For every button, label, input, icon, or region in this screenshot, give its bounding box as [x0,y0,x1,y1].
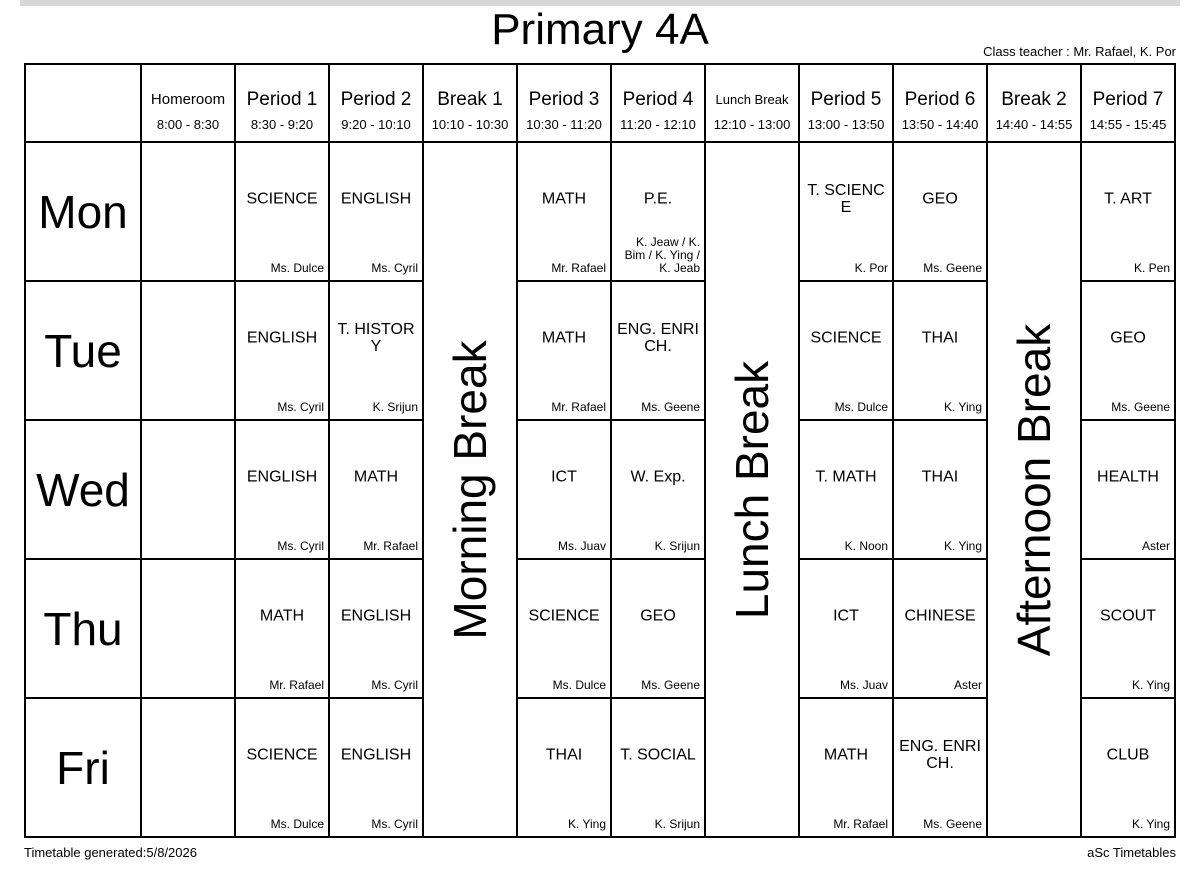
lesson-subject: T. HISTORY [337,321,415,355]
lesson-cell [1081,698,1175,837]
lesson-card [236,143,328,280]
lesson-teacher: K. Ying [567,817,606,831]
lesson-subject: MATH [353,468,399,486]
lesson-subject: CHINESE [904,607,976,625]
lesson-teacher: Mr. Rafael [551,400,606,414]
period-header [893,64,987,142]
lesson-teacher: Ms. Dulce [270,817,324,831]
lesson-teacher: Ms. Geene [923,817,982,831]
timetable [24,63,1176,838]
lesson-subject: SCIENCE [528,607,600,625]
lesson-teacher: Ms. Geene [923,261,982,275]
lesson-card [518,421,610,558]
lesson-teacher: Mr. Rafael [363,539,418,553]
lesson-teacher: Mr. Rafael [833,817,888,831]
lesson-teacher: Ms. Cyril [371,261,418,275]
lesson-teacher: K. Srijun [372,400,418,414]
lesson-subject: ENGLISH [246,468,318,486]
lesson-subject: CLUB [1106,746,1150,764]
lesson-card [1082,699,1174,836]
lesson-teacher: Ms. Cyril [371,678,418,692]
lesson-cell [517,698,611,837]
period-time: 11:20 - 12:10 [620,117,696,132]
lesson-subject: ENGLISH [340,190,412,208]
period-name: Period 5 [810,89,882,110]
period-header [1081,64,1175,142]
brand-label: aSc Timetables [1087,845,1176,860]
lesson-cell [329,142,423,281]
period-name: Lunch Break [715,92,789,107]
lesson-cell [893,420,987,559]
lesson-card [236,699,328,836]
lesson-teacher: K. Pen [1133,261,1170,275]
lesson-cell [517,559,611,698]
page-title: Primary 4A [491,5,709,54]
lesson-teacher: K. Por [854,261,888,275]
lesson-card [330,560,422,697]
lesson-card [518,699,610,836]
lesson-cell [1081,559,1175,698]
lesson-cell [799,420,893,559]
lesson-card [236,421,328,558]
lesson-card [330,699,422,836]
lesson-subject: SCIENCE [246,746,318,764]
period-time: 8:00 - 8:30 [156,117,220,132]
lesson-subject: MATH [541,190,587,208]
lunch-break-cell [705,142,799,837]
period-name: Period 1 [246,89,318,110]
lesson-cell [893,559,987,698]
period-name: Period 6 [904,89,976,110]
period-name: Break 2 [1001,89,1067,110]
lesson-teacher: Ms. Geene [641,400,700,414]
lesson-cell [329,698,423,837]
period-header [329,64,423,142]
lesson-teacher: Ms. Cyril [277,539,324,553]
period-name: Period 7 [1092,89,1164,110]
lesson-card [330,143,422,280]
lesson-cell [893,281,987,420]
lesson-card [518,560,610,697]
morning-break-label: Morning Break [444,339,496,640]
period-time: 13:00 - 13:50 [807,117,885,132]
lesson-subject: MATH [541,329,587,347]
lesson-card [518,282,610,419]
period-time: 14:40 - 14:55 [995,117,1073,132]
lesson-subject: SCOUT [1100,607,1156,625]
lesson-card [1082,143,1174,280]
lesson-card [612,421,704,558]
lesson-subject: MATH [823,746,869,764]
lesson-subject: THAI [921,329,959,347]
period-name: Break 1 [437,89,503,110]
lesson-cell [893,142,987,281]
period-header [799,64,893,142]
lesson-teacher: Ms. Cyril [371,817,418,831]
lesson-cell [235,559,329,698]
lesson-subject: GEO [1110,329,1146,347]
lesson-card [1082,560,1174,697]
class-teacher-label: Class teacher : Mr. Rafael, K. Por [983,44,1176,59]
lesson-cell [611,142,705,281]
afternoon-break-cell [987,142,1081,837]
lesson-cell [799,281,893,420]
lesson-card [800,421,892,558]
lesson-subject: GEO [922,190,958,208]
homeroom-cell [141,420,235,559]
day-label: Thu [25,559,141,698]
lesson-cell [517,281,611,420]
period-header [423,64,517,142]
lesson-teacher: Ms. Juav [557,539,606,553]
period-header [235,64,329,142]
lesson-teacher: Ms. Dulce [270,261,324,275]
lesson-teacher: K. Srijun [654,539,700,553]
lesson-subject: ENG. ENRICH. [617,321,699,355]
header-row [25,64,1175,142]
lesson-card [330,282,422,419]
lesson-card [236,282,328,419]
period-header [517,64,611,142]
lunch-break-label: Lunch Break [726,360,778,619]
lesson-card [612,560,704,697]
lesson-cell [611,698,705,837]
period-time: 8:30 - 9:20 [250,117,314,132]
lesson-card [612,699,704,836]
lesson-subject: ENG. ENRICH. [899,738,981,772]
corner-cell [25,64,141,142]
lesson-teacher: Aster [1141,539,1170,553]
lesson-cell [611,420,705,559]
lesson-cell [329,420,423,559]
lesson-teacher: Ms. Dulce [552,678,606,692]
lesson-subject: ENGLISH [340,607,412,625]
afternoon-break-label: Afternoon Break [1008,323,1060,656]
lesson-subject: W. Exp. [630,468,686,486]
lesson-cell [1081,281,1175,420]
lesson-teacher: Ms. Geene [641,678,700,692]
lesson-cell [517,420,611,559]
lesson-card [800,699,892,836]
lesson-subject: P.E. [643,190,673,208]
period-header [705,64,799,142]
period-time: 13:50 - 14:40 [901,117,979,132]
lesson-subject: MATH [259,607,305,625]
lesson-cell [517,142,611,281]
lesson-cell [611,281,705,420]
period-time: 9:20 - 10:10 [341,117,411,132]
period-time: 12:10 - 13:00 [713,117,791,132]
lesson-subject: T. MATH [815,468,877,486]
period-time: 10:10 - 10:30 [431,117,509,132]
lesson-card [800,282,892,419]
lesson-card [612,282,704,419]
lesson-card [1082,282,1174,419]
homeroom-cell [141,281,235,420]
lesson-teacher: Ms. Dulce [834,400,888,414]
lesson-teacher: K. Ying [1131,817,1170,831]
lesson-card [800,560,892,697]
lesson-cell [799,698,893,837]
generated-date: Timetable generated:5/8/2026 [24,845,197,860]
lesson-card [894,143,986,280]
lesson-subject: ENGLISH [246,329,318,347]
lesson-teacher: K. Ying [943,539,982,553]
lesson-subject: T. SCIENCE [807,182,885,216]
lesson-cell [329,281,423,420]
period-name: Period 2 [340,89,412,110]
period-time: 14:55 - 15:45 [1089,117,1167,132]
lesson-subject: SCIENCE [810,329,882,347]
homeroom-cell [141,559,235,698]
lesson-card [894,560,986,697]
lesson-card [518,143,610,280]
lesson-subject: GEO [640,607,676,625]
period-header [611,64,705,142]
day-label: Wed [25,420,141,559]
period-name: Period 3 [528,89,600,110]
lesson-teacher: K. Jeaw / K. Bim / K. Ying / K. Jeab [624,235,700,275]
lesson-teacher: K. Ying [1131,678,1170,692]
lesson-teacher: Ms. Cyril [277,400,324,414]
lesson-card [612,143,704,280]
lesson-card [1082,421,1174,558]
lesson-card [894,421,986,558]
period-time: 10:30 - 11:20 [526,117,602,132]
lesson-teacher: K. Ying [943,400,982,414]
lesson-cell [1081,420,1175,559]
lesson-teacher: Ms. Juav [839,678,888,692]
lesson-subject: T. ART [1104,190,1152,208]
lesson-subject: HEALTH [1097,468,1159,486]
lesson-cell [235,281,329,420]
homeroom-cell [141,698,235,837]
lesson-subject: ICT [551,468,577,486]
lesson-teacher: Mr. Rafael [269,678,324,692]
lesson-subject: T. SOCIAL [620,746,696,764]
lesson-cell [329,559,423,698]
day-label: Fri [25,698,141,837]
lesson-subject: ICT [833,607,859,625]
lesson-card [800,143,892,280]
lesson-teacher: Ms. Geene [1111,400,1170,414]
period-header [141,64,235,142]
day-label: Mon [25,142,141,281]
lesson-subject: THAI [545,746,583,764]
lesson-teacher: Mr. Rafael [551,261,606,275]
day-label: Tue [25,281,141,420]
lesson-cell [235,698,329,837]
period-name: Homeroom [150,91,226,108]
lesson-cell [611,559,705,698]
lesson-card [894,699,986,836]
day-row [25,142,1175,281]
lesson-card [236,560,328,697]
lesson-cell [235,420,329,559]
lesson-subject: SCIENCE [246,190,318,208]
lesson-teacher: Aster [953,678,982,692]
morning-break-cell [423,142,517,837]
lesson-cell [799,559,893,698]
homeroom-cell [141,142,235,281]
lesson-subject: ENGLISH [340,746,412,764]
period-header [987,64,1081,142]
lesson-subject: THAI [921,468,959,486]
lesson-teacher: K. Srijun [654,817,700,831]
period-name: Period 4 [622,89,694,110]
lesson-card [330,421,422,558]
lesson-cell [1081,142,1175,281]
lesson-teacher: K. Noon [844,539,888,553]
lesson-cell [893,698,987,837]
lesson-cell [235,142,329,281]
lesson-cell [799,142,893,281]
lesson-card [894,282,986,419]
